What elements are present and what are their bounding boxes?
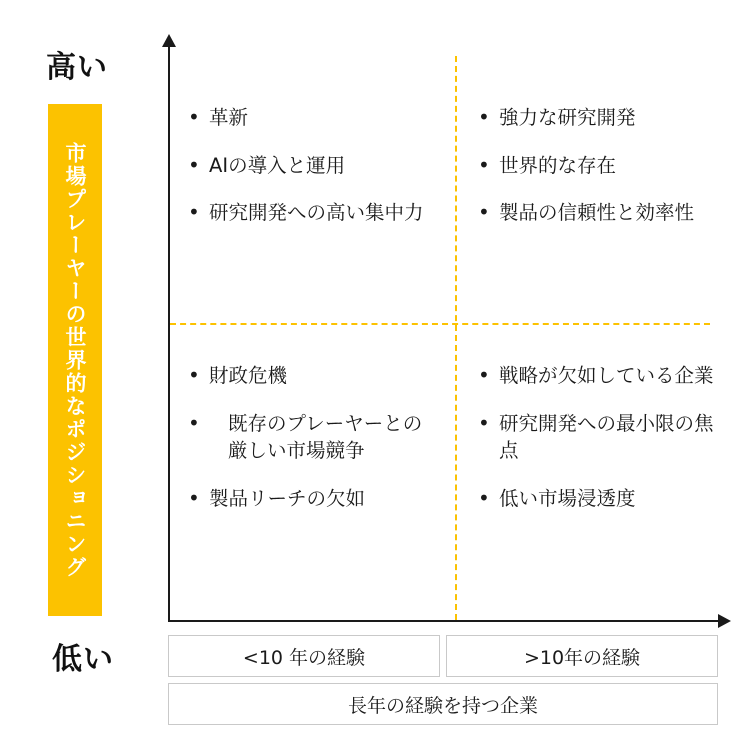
list-item: • AIの導入と運用: [186, 152, 436, 180]
quadrant-bottom-left: [186, 362, 441, 592]
list-item: • 戦略が欠如している企業: [476, 362, 716, 390]
axis-label-low: 低い: [52, 642, 114, 677]
quadrant-top-right: [476, 104, 716, 314]
bullet-list: [476, 104, 716, 227]
vertical-divider-dashed: [455, 56, 457, 620]
axis-label-high: 高い: [46, 50, 108, 85]
y-axis-title: 市場プレーヤーの世界的なポジショニング: [63, 141, 88, 579]
x-axis-box-full: 長年の経験を持つ企業: [168, 683, 718, 725]
x-axis-box-right: >10年の経験: [446, 635, 718, 677]
horizontal-axis-arrow-icon: [718, 614, 731, 628]
bullet-list: [186, 104, 436, 227]
horizontal-axis-line: [168, 620, 720, 622]
quadrant-bottom-right: [476, 362, 716, 592]
list-item: • 研究開発への最小限の焦点: [476, 410, 716, 465]
list-item: • 財政危機: [186, 362, 441, 390]
vertical-axis-arrow-icon: [162, 34, 176, 47]
list-item: • 低い市場浸透度: [476, 485, 716, 513]
list-item: • 世界的な存在: [476, 152, 716, 180]
vertical-axis-line: [168, 44, 170, 622]
list-item: • 革新: [186, 104, 436, 132]
bullet-list: [476, 362, 716, 513]
bullet-list: [186, 362, 441, 513]
list-item: • 製品の信頼性と効率性: [476, 199, 716, 227]
list-item: • 研究開発への高い集中力: [186, 199, 436, 227]
list-item: • 製品リーチの欠如: [186, 485, 441, 513]
horizontal-divider-dashed: [170, 323, 710, 325]
x-axis-box-left: <10 年の経験: [168, 635, 440, 677]
quadrant-top-left: [186, 104, 436, 314]
y-axis-bar: [48, 104, 102, 616]
list-item: • 既存のプレーヤーとの厳しい市場競争: [186, 410, 441, 465]
list-item: • 強力な研究開発: [476, 104, 716, 132]
